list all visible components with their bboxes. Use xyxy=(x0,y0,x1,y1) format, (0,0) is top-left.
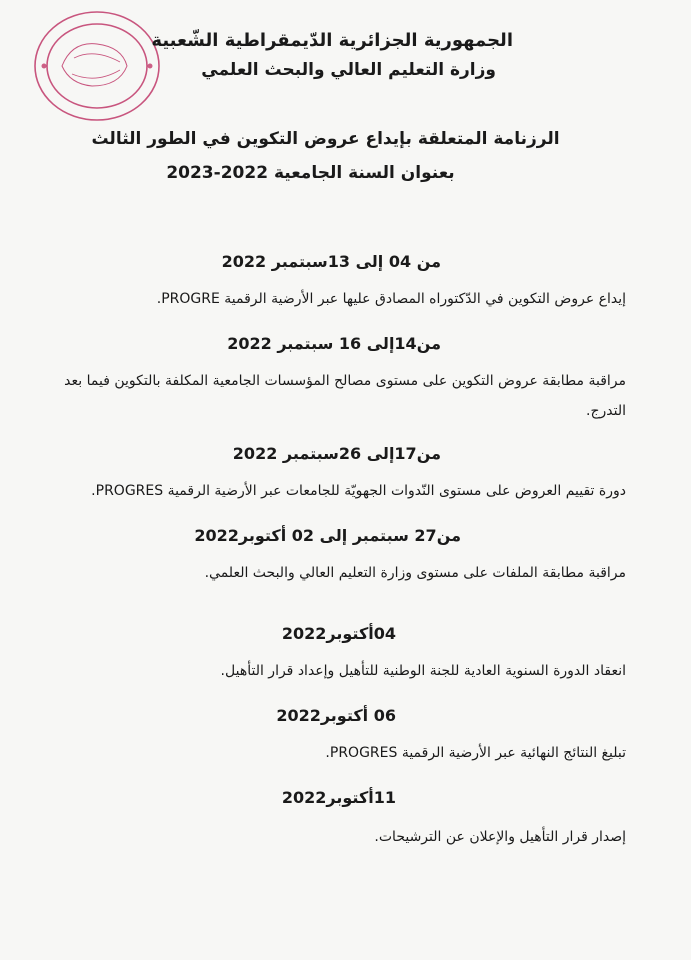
entry-description: مراقبة مطابقة الملفات على مستوى وزارة التعليم العالي والبحث العلمي. xyxy=(204,565,626,581)
entry-date: 06 أكتوبر2022 xyxy=(276,706,396,725)
document-title: الرزنامة المتعلقة بإيداع عروض التكوين في الطور الثالث xyxy=(91,129,560,149)
republic-heading: الجمهورية الجزائرية الدّيمقراطية الشّعبية xyxy=(151,30,513,51)
entry-description: دورة تقييم العروض على مستوى النّدوات الجهويّة للجامعات عبر الأرضية الرقمية PROGRES. xyxy=(91,483,626,499)
entry-description: انعقاد الدورة السنوية العادية للجنة الوطنية للتأهيل وإعداد قرار التأهيل. xyxy=(220,663,626,679)
entry-date: من14إلى 16 سبتمبر 2022 xyxy=(227,334,441,353)
entry-date: من 04 إلى 13سبتمبر 2022 xyxy=(221,252,441,271)
entry-description: مراقبة مطابقة عروض التكوين على مستوى مصالح المؤسسات الجامعية المكلفة بالتكوين فيما بعد التدرج. xyxy=(64,373,626,419)
entry-description: إصدار قرار التأهيل والإعلان عن الترشيحات. xyxy=(374,829,626,845)
entry-description: تبليغ النتائج النهائية عبر الأرضية الرقمية PROGRES. xyxy=(325,745,626,761)
official-stamp-icon xyxy=(22,6,172,126)
entry-date: 04أكتوبر2022 xyxy=(281,624,396,643)
entry-description: إيداع عروض التكوين في الدّكتوراه المصادق عليها عبر الأرضية الرقمية PROGRE. xyxy=(156,291,626,307)
ministry-heading: وزارة التعليم العالي والبحث العلمي xyxy=(201,60,496,80)
document-subtitle: بعنوان السنة الجامعية 2022-2023 xyxy=(166,163,455,183)
entry-date: من17إلى 26سبتمبر 2022 xyxy=(232,444,441,463)
entry-date: 11أكتوبر2022 xyxy=(281,788,396,807)
entry-date: من27 سبتمبر إلى 02 أكتوبر2022 xyxy=(194,526,461,545)
